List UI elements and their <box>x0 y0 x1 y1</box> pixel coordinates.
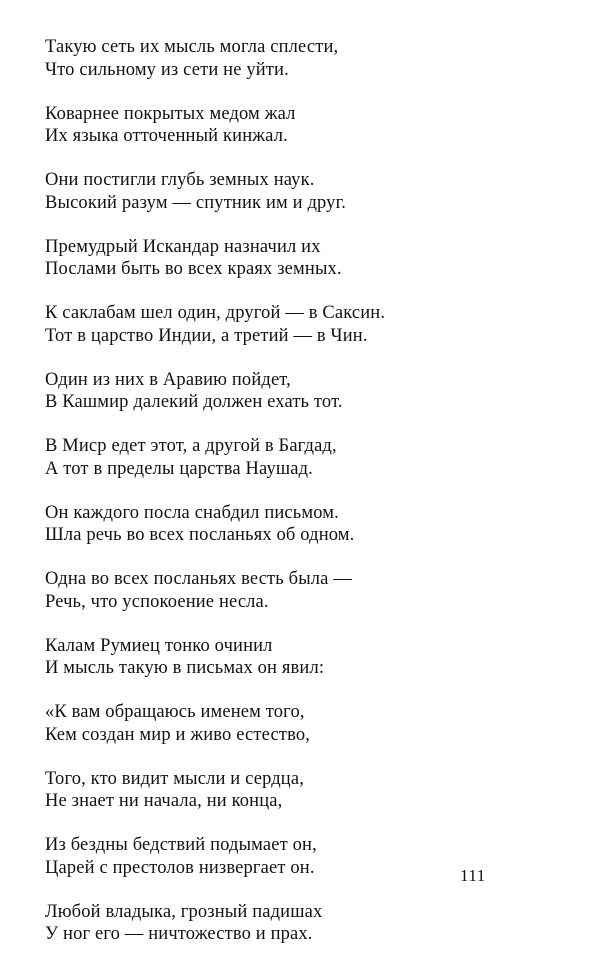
poem-line: Они постигли глубь земных наук. <box>45 170 315 190</box>
stanza <box>45 768 485 813</box>
poem-line: Того, кто видит мысли и сердца, <box>45 768 304 789</box>
poem-line: К саклабам шел один, другой — в Саксин. <box>45 303 386 323</box>
poem-line: Один из них в Аравию пойдет, <box>45 369 291 390</box>
poem-line: А тот в пределы царства Наушад. <box>45 458 313 479</box>
poem-line: «К вам обращаюсь именем того, <box>45 702 305 722</box>
stanza <box>45 369 485 414</box>
poem-line: Что сильному из сети не уйти. <box>45 59 289 80</box>
poem-line: Кем создан мир и живо естество, <box>45 724 311 745</box>
poem-line: Премудрый Искандар назначил их <box>45 236 321 257</box>
stanza <box>45 236 485 281</box>
poem-line: Царей с престолов низвергает он. <box>45 857 315 878</box>
poem-line: В Кашмир далекий должен ехать тот. <box>45 392 343 412</box>
poem-line: В Миср едет этот, а другой в Багдад, <box>45 436 337 456</box>
stanza <box>45 901 485 946</box>
stanza <box>45 834 485 879</box>
poem-line: Шла речь во всех посланьях об одном. <box>45 525 355 545</box>
stanza <box>45 169 485 214</box>
poem-line: Высокий разум — спутник им и друг. <box>45 192 347 213</box>
poem-line: Он каждого посла снабдил письмом. <box>45 502 339 523</box>
poem-line: У ног его — ничтожество и прах. <box>45 924 313 944</box>
poem-line: Их языка отточенный кинжал. <box>45 126 288 146</box>
poem-line: Из бездны бедствий подымает он, <box>45 835 317 855</box>
stanza <box>45 568 485 613</box>
poem-line: Послами быть во всех краях земных. <box>45 259 342 279</box>
poem-line: Такую сеть их мысль могла сплести, <box>45 37 339 57</box>
stanza <box>45 635 485 680</box>
poem-line: Калам Румиец тонко очинил <box>45 635 273 656</box>
stanza <box>45 701 485 746</box>
stanza <box>45 36 485 81</box>
poem-line: Одна во всех посланьях весть была — <box>45 569 352 589</box>
poem-line: И мысль такую в письмах он явил: <box>45 658 325 678</box>
stanza <box>45 103 485 148</box>
poem-text <box>45 36 485 967</box>
poem-line: Коварнее покрытых медом жал <box>45 103 296 124</box>
stanza <box>45 302 485 347</box>
poem-line: Не знает ни начала, ни конца, <box>45 791 283 811</box>
page-number: 111 <box>460 866 486 885</box>
stanza <box>45 435 485 480</box>
stanza <box>45 502 485 547</box>
poem-line: Любой владыка, грозный падишах <box>45 901 323 922</box>
poem-line: Тот в царство Индии, а третий — в Чин. <box>45 325 368 346</box>
poem-line: Речь, что успокоение несла. <box>45 591 269 612</box>
